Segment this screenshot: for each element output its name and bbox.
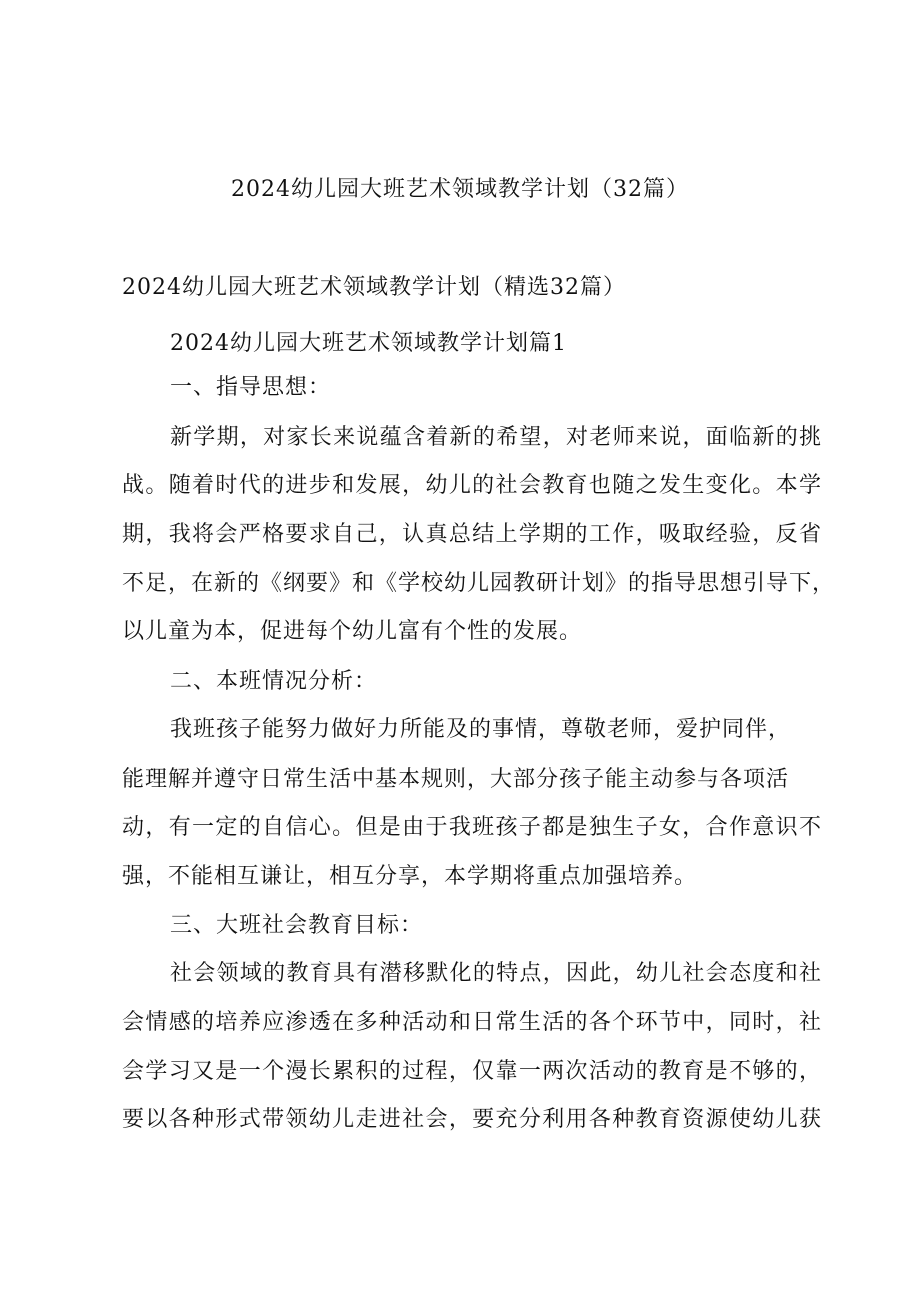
section2-heading: 二、本班情况分析： [170, 669, 378, 694]
document-subtitle: 2024幼儿园大班艺术领域教学计划（精选32篇） [122, 275, 626, 300]
paragraph-line: 要以各种形式带领幼儿走进社会，要充分利用各种教育资源使幼儿获 [122, 1107, 822, 1132]
paragraph-line: 不足，在新的《纲要》和《学校幼儿园教研计划》的指导思想引导下， [122, 571, 836, 596]
paragraph-line: 期，我将会严格要求自己，认真总结上学期的工作，吸取经验，反省 [122, 522, 822, 547]
paragraph-line: 能理解并遵守日常生活中基本规则，大部分孩子能主动参与各项活 [122, 767, 790, 792]
paragraph-line: 会情感的培养应渗透在多种活动和日常生活的各个环节中，同时，社 [122, 1010, 822, 1035]
paragraph-line: 强，不能相互谦让，相互分享，本学期将重点加强培养。 [122, 864, 698, 889]
section3-heading: 三、大班社会教育目标： [170, 913, 424, 938]
paragraph-line: 我班孩子能努力做好力所能及的事情，尊敬老师，爱护同伴， [170, 717, 792, 742]
document-title: 2024幼儿园大班艺术领域教学计划（32篇） [231, 177, 689, 202]
chapter-heading: 2024幼儿园大班艺术领域教学计划篇1 [170, 331, 567, 356]
paragraph-line: 新学期，对家长来说蕴含着新的希望，对老师来说，面临新的挑 [170, 425, 822, 450]
paragraph-line: 会学习又是一个漫长累积的过程，仅靠一两次活动的教育是不够的， [122, 1059, 822, 1084]
paragraph-line: 社会领域的教育具有潜移默化的特点，因此，幼儿社会态度和社 [170, 961, 822, 986]
paragraph-line: 战。随着时代的进步和发展，幼儿的社会教育也随之发生变化。本学 [122, 473, 822, 498]
paragraph-line: 以儿童为本，促进每个幼儿富有个性的发展。 [122, 619, 583, 644]
section1-heading: 一、指导思想： [170, 375, 332, 400]
paragraph-line: 动，有一定的自信心。但是由于我班孩子都是独生子女，合作意识不 [122, 815, 822, 840]
